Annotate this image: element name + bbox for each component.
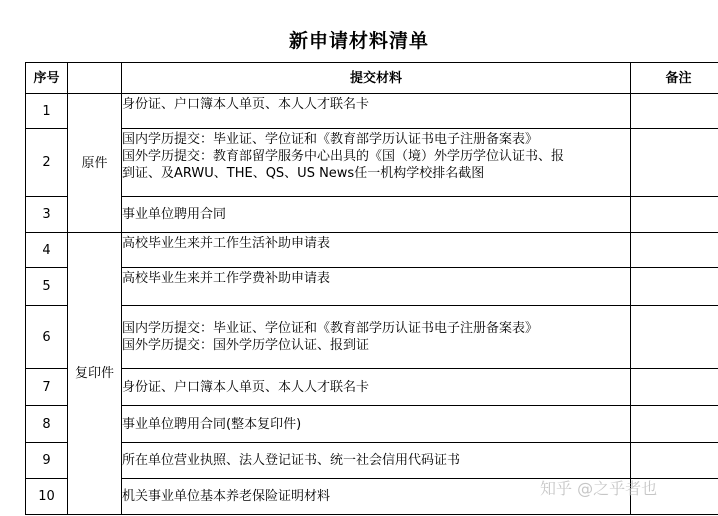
row-index: 5 bbox=[26, 268, 68, 306]
material-line: 事业单位聘用合同 bbox=[122, 207, 227, 222]
row-note bbox=[631, 197, 718, 233]
material-line: 高校毕业生来并工作生活补助申请表 bbox=[122, 236, 331, 251]
row-note bbox=[631, 129, 718, 197]
material-line: 机关事业单位基本养老保险证明材料 bbox=[122, 489, 331, 504]
table-row bbox=[26, 443, 718, 479]
table-row bbox=[26, 197, 718, 233]
row-index: 9 bbox=[26, 443, 68, 479]
materials-table bbox=[25, 62, 718, 515]
row-note bbox=[631, 369, 718, 406]
row-material bbox=[122, 443, 631, 479]
row-material bbox=[122, 94, 631, 129]
row-material bbox=[122, 369, 631, 406]
material-line: 高校毕业生来并工作学费补助申请表 bbox=[122, 271, 331, 286]
row-note bbox=[631, 443, 718, 479]
row-note bbox=[631, 94, 718, 129]
row-material bbox=[122, 197, 631, 233]
table-row bbox=[26, 369, 718, 406]
watermark: 知乎 @之乎者也 bbox=[540, 479, 658, 498]
row-index: 3 bbox=[26, 197, 68, 233]
category-copy: 复印件 bbox=[68, 233, 122, 515]
row-index: 7 bbox=[26, 369, 68, 406]
category-original: 原件 bbox=[68, 94, 122, 233]
material-line: 国外学历提交：教育部留学服务中心出具的《国（境）外学历学位认证书、报 bbox=[122, 149, 565, 164]
material-line: 身份证、户口簿本人单页、本人人才联名卡 bbox=[122, 379, 370, 395]
row-index: 6 bbox=[26, 306, 68, 369]
table-row bbox=[26, 94, 718, 129]
row-index: 2 bbox=[26, 129, 68, 197]
header-category bbox=[68, 63, 122, 94]
row-note bbox=[631, 268, 718, 306]
table-row bbox=[26, 306, 718, 369]
material-line: 国内学历提交：毕业证、学位证和《教育部学历认证书电子注册备案表》 bbox=[122, 321, 539, 336]
row-note bbox=[631, 306, 718, 369]
material-line: 身份证、户口簿本人单页、本人人才联名卡 bbox=[122, 97, 370, 112]
row-index: 4 bbox=[26, 233, 68, 268]
row-index: 8 bbox=[26, 406, 68, 443]
header-index: 序号 bbox=[26, 63, 68, 94]
row-index: 10 bbox=[26, 479, 68, 515]
header-material: 提交材料 bbox=[122, 63, 631, 94]
header-note: 备注 bbox=[631, 63, 718, 94]
row-index: 1 bbox=[26, 94, 68, 129]
table-row bbox=[26, 406, 718, 443]
material-line: 所在单位营业执照、法人登记证书、统一社会信用代码证书 bbox=[122, 453, 461, 468]
row-material bbox=[122, 233, 631, 268]
material-line: 国外学历提交：国外学历学位认证、报到证 bbox=[122, 338, 370, 353]
table-row bbox=[26, 233, 718, 268]
row-material bbox=[122, 268, 631, 306]
table-row bbox=[26, 129, 718, 197]
table-header-row bbox=[26, 63, 718, 94]
row-material bbox=[122, 129, 631, 197]
row-note bbox=[631, 233, 718, 268]
material-line: 国内学历提交：毕业证、学位证和《教育部学历认证书电子注册备案表》 bbox=[122, 132, 539, 147]
material-line: 到证、及ARWU、THE、QS、US News任一机构学校排名截图 bbox=[122, 166, 485, 181]
material-line: 事业单位聘用合同(整本复印件) bbox=[122, 416, 302, 432]
row-material bbox=[122, 406, 631, 443]
row-material bbox=[122, 306, 631, 369]
page-title: 新申请材料清单 bbox=[288, 30, 429, 52]
table-row bbox=[26, 268, 718, 306]
row-note bbox=[631, 406, 718, 443]
